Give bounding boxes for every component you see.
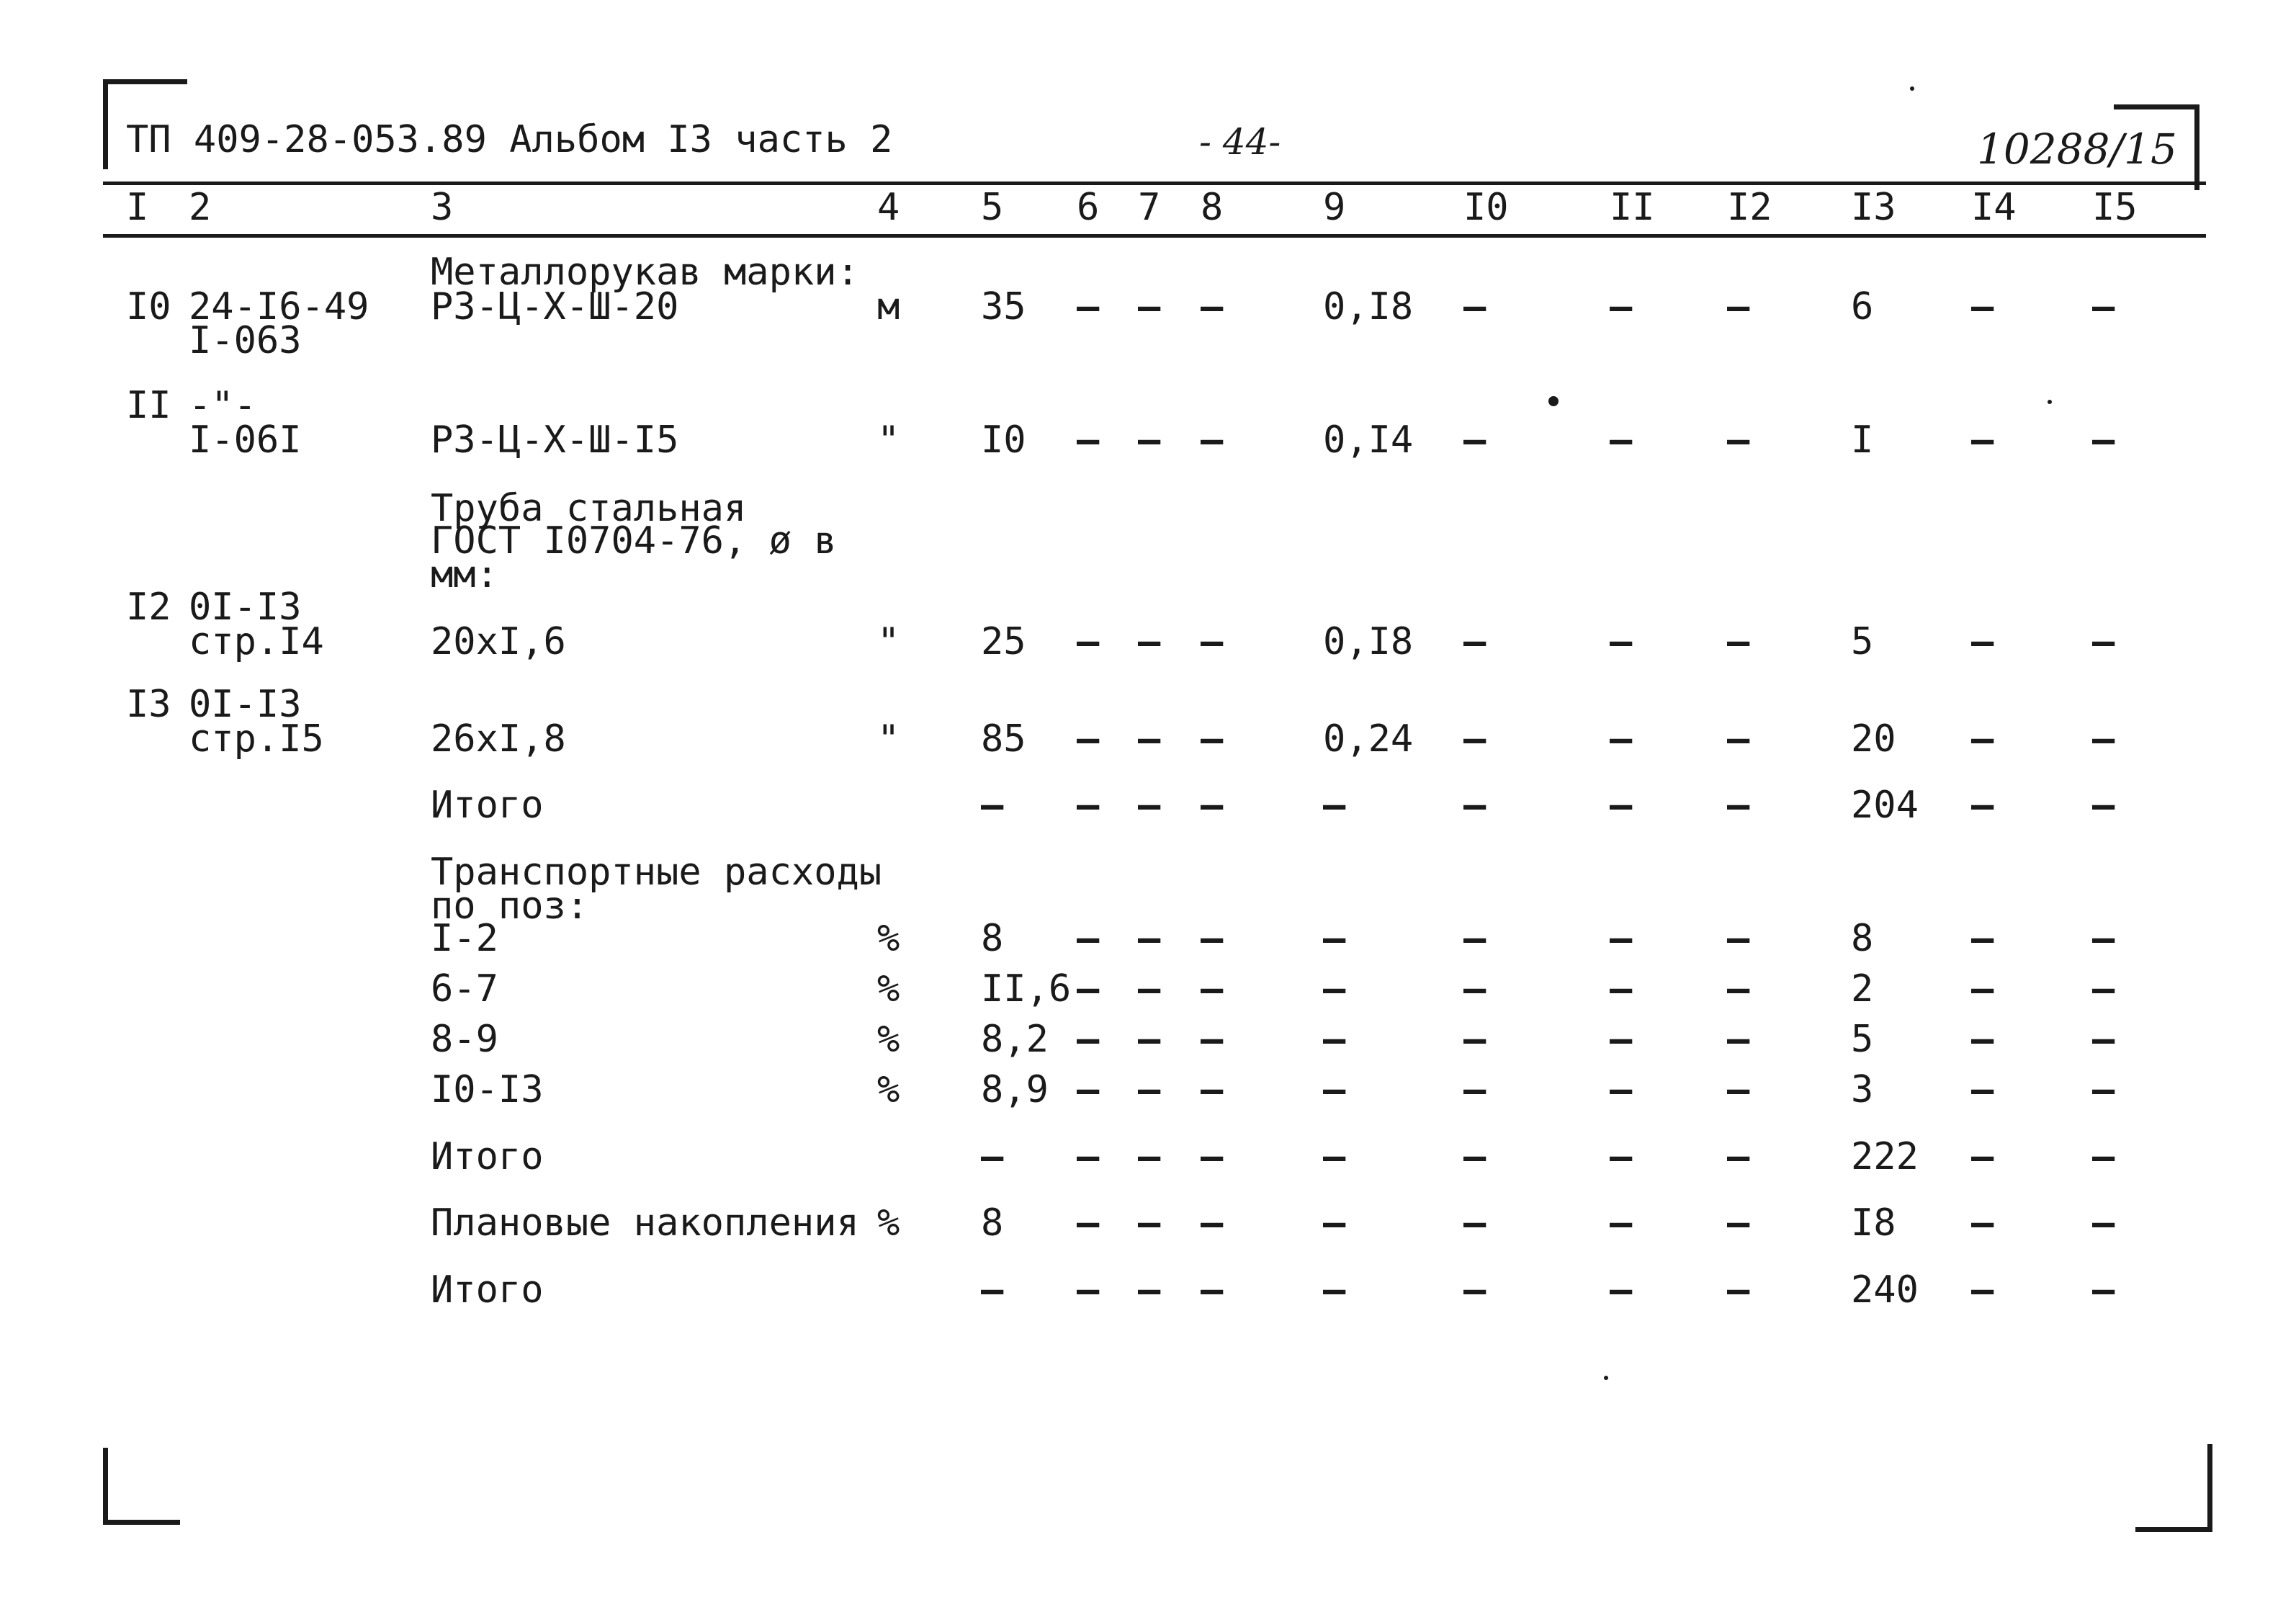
- cell-col-3: Итого: [431, 1135, 544, 1178]
- cell-col-3: мм:: [431, 553, 498, 596]
- cell-col-5: 85: [981, 717, 1026, 761]
- cell-col-3: Транспортные расходы: [431, 851, 882, 894]
- cell-col-9: –: [1323, 1068, 1346, 1111]
- handwritten-archive-number: 10288/15: [1977, 125, 2177, 174]
- column-header-10: I0: [1463, 186, 1509, 229]
- cell-col-11: –: [1610, 784, 1633, 827]
- cell-col-8: –: [1201, 1018, 1224, 1061]
- cell-col-2: 24-I6-49: [189, 285, 369, 328]
- cell-col-7: –: [1138, 1201, 1161, 1245]
- cell-col-9: –: [1323, 917, 1346, 960]
- cell-col-7: –: [1138, 418, 1161, 462]
- column-header-5: 5: [981, 186, 1004, 229]
- cell-col-4: %: [877, 967, 900, 1011]
- cell-col-11: –: [1610, 1201, 1633, 1245]
- cell-col-9: 0,24: [1323, 717, 1414, 761]
- column-header-6: 6: [1077, 186, 1100, 229]
- cell-col-2: 0I-I3: [189, 586, 302, 629]
- cell-col-5: I0: [981, 418, 1026, 462]
- cell-col-4: %: [877, 1018, 900, 1061]
- cell-col-3: I-2: [431, 917, 498, 960]
- table-top-rule: [103, 182, 2206, 185]
- cell-col-2: стр.I5: [189, 717, 324, 761]
- cell-col-9: 0,I4: [1323, 418, 1414, 462]
- cell-col-11: –: [1610, 717, 1633, 761]
- cell-col-5: –: [981, 1135, 1004, 1178]
- cell-col-6: –: [1077, 784, 1100, 827]
- cell-col-4: ": [877, 418, 900, 462]
- cell-col-14: –: [1971, 717, 1994, 761]
- cell-col-12: –: [1727, 1268, 1750, 1312]
- cell-col-11: –: [1610, 1135, 1633, 1178]
- cell-col-9: 0,I8: [1323, 620, 1414, 663]
- cell-col-12: –: [1727, 1018, 1750, 1061]
- cell-col-13: I: [1851, 418, 1874, 462]
- cell-col-14: –: [1971, 784, 1994, 827]
- cell-col-11: –: [1610, 917, 1633, 960]
- cell-col-14: –: [1971, 1268, 1994, 1312]
- cell-col-10: –: [1463, 717, 1486, 761]
- cell-col-5: –: [981, 1268, 1004, 1312]
- cell-col-6: –: [1077, 967, 1100, 1011]
- cell-col-2: 0I-I3: [189, 683, 302, 726]
- cell-col-2: -"-: [189, 384, 256, 427]
- cell-col-5: 8: [981, 917, 1004, 960]
- cell-col-10: –: [1463, 1018, 1486, 1061]
- cell-col-14: –: [1971, 620, 1994, 663]
- cell-col-3: ГОСТ I0704-76, ø в: [431, 519, 837, 563]
- cell-col-12: –: [1727, 1201, 1750, 1245]
- column-header-7: 7: [1138, 186, 1161, 229]
- column-header-14: I4: [1971, 186, 2017, 229]
- cell-col-3: РЗ-Ц-Х-Ш-I5: [431, 418, 679, 462]
- cell-col-9: –: [1323, 784, 1346, 827]
- cell-col-9: –: [1323, 1018, 1346, 1061]
- cell-col-13: 8: [1851, 917, 1874, 960]
- frame-corner-bottom-left: [103, 1448, 180, 1525]
- cell-col-15: –: [2092, 418, 2115, 462]
- cell-col-4: м: [877, 285, 900, 328]
- cell-col-1: I0: [126, 285, 171, 328]
- cell-col-7: –: [1138, 784, 1161, 827]
- cell-col-5: 8,9: [981, 1068, 1049, 1111]
- cell-col-10: –: [1463, 1201, 1486, 1245]
- cell-col-8: –: [1201, 967, 1224, 1011]
- cell-col-7: –: [1138, 285, 1161, 328]
- cell-col-5: II,6: [981, 967, 1072, 1011]
- cell-col-3: Итого: [431, 1268, 544, 1312]
- cell-col-11: –: [1610, 1068, 1633, 1111]
- cell-col-8: –: [1201, 717, 1224, 761]
- cell-col-5: 35: [981, 285, 1026, 328]
- column-header-2: 2: [189, 186, 212, 229]
- cell-col-14: –: [1971, 1135, 1994, 1178]
- cell-col-3: РЗ-Ц-Х-Ш-20: [431, 285, 679, 328]
- cell-col-3: 6-7: [431, 967, 498, 1011]
- cell-col-3: 8-9: [431, 1018, 498, 1061]
- cell-col-13: 5: [1851, 620, 1874, 663]
- cell-col-12: –: [1727, 418, 1750, 462]
- cell-col-4: ": [877, 620, 900, 663]
- cell-col-7: –: [1138, 620, 1161, 663]
- cell-col-8: –: [1201, 1135, 1224, 1178]
- cell-col-8: –: [1201, 784, 1224, 827]
- column-header-3: 3: [431, 186, 454, 229]
- cell-col-11: –: [1610, 1268, 1633, 1312]
- cell-col-7: –: [1138, 1068, 1161, 1111]
- cell-col-15: –: [2092, 784, 2115, 827]
- column-header-4: 4: [877, 186, 900, 229]
- cell-col-3: Плановые накопления: [431, 1201, 859, 1245]
- cell-col-8: –: [1201, 1068, 1224, 1111]
- cell-col-10: –: [1463, 1135, 1486, 1178]
- cell-col-3: 26хI,8: [431, 717, 566, 761]
- scan-speck: [1910, 86, 1914, 91]
- cell-col-12: –: [1727, 285, 1750, 328]
- cell-col-15: –: [2092, 1018, 2115, 1061]
- cell-col-15: –: [2092, 1068, 2115, 1111]
- cell-col-14: –: [1971, 1068, 1994, 1111]
- cell-col-8: –: [1201, 917, 1224, 960]
- cell-col-12: –: [1727, 967, 1750, 1011]
- cell-col-6: –: [1077, 620, 1100, 663]
- cell-col-13: I8: [1851, 1201, 1896, 1245]
- cell-col-10: –: [1463, 418, 1486, 462]
- cell-col-14: –: [1971, 1018, 1994, 1061]
- cell-col-15: –: [2092, 1268, 2115, 1312]
- cell-col-2: стр.I4: [189, 620, 324, 663]
- cell-col-4: %: [877, 1068, 900, 1111]
- cell-col-4: %: [877, 1201, 900, 1245]
- cell-col-10: –: [1463, 917, 1486, 960]
- cell-col-9: 0,I8: [1323, 285, 1414, 328]
- cell-col-9: –: [1323, 1268, 1346, 1312]
- cell-col-6: –: [1077, 917, 1100, 960]
- cell-col-15: –: [2092, 620, 2115, 663]
- cell-col-6: –: [1077, 285, 1100, 328]
- cell-col-13: 3: [1851, 1068, 1874, 1111]
- column-header-13: I3: [1851, 186, 1896, 229]
- cell-col-11: –: [1610, 620, 1633, 663]
- cell-col-12: –: [1727, 917, 1750, 960]
- cell-col-3: I0-I3: [431, 1068, 544, 1111]
- cell-col-15: –: [2092, 1135, 2115, 1178]
- cell-col-8: –: [1201, 285, 1224, 328]
- cell-col-13: 20: [1851, 717, 1896, 761]
- cell-col-14: –: [1971, 418, 1994, 462]
- cell-col-6: –: [1077, 1201, 1100, 1245]
- cell-col-10: –: [1463, 620, 1486, 663]
- cell-col-10: –: [1463, 285, 1486, 328]
- cell-col-2: I-06I: [189, 418, 302, 462]
- scan-speck: [2048, 400, 2052, 404]
- cell-col-3: 20хI,6: [431, 620, 566, 663]
- cell-col-11: –: [1610, 285, 1633, 328]
- cell-col-6: –: [1077, 418, 1100, 462]
- cell-col-6: –: [1077, 1018, 1100, 1061]
- cell-col-3: Металлорукав марки:: [431, 251, 859, 294]
- cell-col-4: ": [877, 717, 900, 761]
- cell-col-10: –: [1463, 1068, 1486, 1111]
- cell-col-15: –: [2092, 717, 2115, 761]
- cell-col-6: –: [1077, 1135, 1100, 1178]
- column-header-11: II: [1610, 186, 1655, 229]
- cell-col-10: –: [1463, 967, 1486, 1011]
- cell-col-12: –: [1727, 1135, 1750, 1178]
- cell-col-8: –: [1201, 418, 1224, 462]
- cell-col-3: по поз:: [431, 884, 589, 928]
- cell-col-5: 8: [981, 1201, 1004, 1245]
- cell-col-7: –: [1138, 717, 1161, 761]
- cell-col-8: –: [1201, 620, 1224, 663]
- cell-col-13: 2: [1851, 967, 1874, 1011]
- cell-col-6: –: [1077, 717, 1100, 761]
- cell-col-14: –: [1971, 967, 1994, 1011]
- cell-col-14: –: [1971, 917, 1994, 960]
- cell-col-13: 222: [1851, 1135, 1919, 1178]
- cell-col-5: –: [981, 784, 1004, 827]
- column-header-8: 8: [1201, 186, 1224, 229]
- cell-col-6: –: [1077, 1068, 1100, 1111]
- cell-col-3: Труба стальная: [431, 487, 747, 530]
- column-header-15: I5: [2092, 186, 2138, 229]
- cell-col-1: I3: [126, 683, 171, 726]
- cell-col-15: –: [2092, 967, 2115, 1011]
- cell-col-2: I-063: [189, 319, 302, 362]
- table-header-rule: [103, 234, 2206, 238]
- cell-col-12: –: [1727, 717, 1750, 761]
- cell-col-13: 6: [1851, 285, 1874, 328]
- cell-col-12: –: [1727, 1068, 1750, 1111]
- cell-col-8: –: [1201, 1201, 1224, 1245]
- cell-col-7: –: [1138, 1268, 1161, 1312]
- column-header-9: 9: [1323, 186, 1346, 229]
- page-number: - 44-: [1199, 121, 1281, 163]
- cell-col-6: –: [1077, 1268, 1100, 1312]
- cell-col-13: 240: [1851, 1268, 1919, 1312]
- cell-col-9: –: [1323, 1135, 1346, 1178]
- cell-col-9: –: [1323, 967, 1346, 1011]
- cell-col-5: 8,2: [981, 1018, 1049, 1061]
- cell-col-1: I2: [126, 586, 171, 629]
- cell-col-15: –: [2092, 1201, 2115, 1245]
- cell-col-15: –: [2092, 285, 2115, 328]
- column-header-1: I: [126, 186, 149, 229]
- cell-col-15: –: [2092, 917, 2115, 960]
- cell-col-7: –: [1138, 967, 1161, 1011]
- cell-col-11: –: [1610, 418, 1633, 462]
- cell-col-7: –: [1138, 1135, 1161, 1178]
- scan-speck: [1604, 1376, 1608, 1380]
- column-header-12: I2: [1727, 186, 1772, 229]
- cell-col-7: –: [1138, 1018, 1161, 1061]
- cell-col-7: –: [1138, 917, 1161, 960]
- cell-col-13: 204: [1851, 784, 1919, 827]
- cell-col-12: –: [1727, 784, 1750, 827]
- cell-col-13: 5: [1851, 1018, 1874, 1061]
- document-reference: ТП 409-28-053.89 Альбом I3 часть 2: [126, 118, 893, 161]
- cell-col-11: –: [1610, 967, 1633, 1011]
- cell-col-11: –: [1610, 1018, 1633, 1061]
- cell-col-10: –: [1463, 784, 1486, 827]
- cell-col-12: –: [1727, 620, 1750, 663]
- cell-col-14: –: [1971, 1201, 1994, 1245]
- scan-speck: [1548, 396, 1559, 406]
- cell-col-4: %: [877, 917, 900, 960]
- cell-col-14: –: [1971, 285, 1994, 328]
- cell-col-5: 25: [981, 620, 1026, 663]
- frame-corner-bottom-right: [2135, 1444, 2212, 1532]
- cell-col-10: –: [1463, 1268, 1486, 1312]
- cell-col-9: –: [1323, 1201, 1346, 1245]
- cell-col-8: –: [1201, 1268, 1224, 1312]
- cell-col-3: Итого: [431, 784, 544, 827]
- cell-col-1: II: [126, 384, 171, 427]
